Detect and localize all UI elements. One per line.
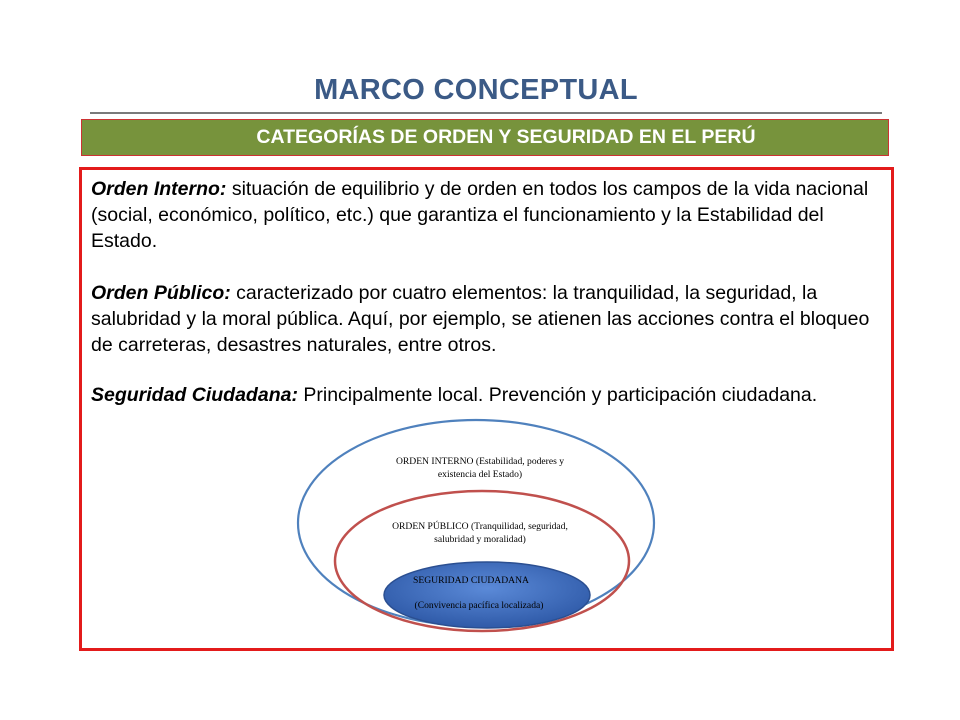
nested-ellipses-diagram [295, 418, 659, 636]
term-orden-interno: Orden Interno: [91, 178, 227, 200]
inner-label-line1: SEGURIDAD CIUDADANA [413, 575, 529, 586]
outer-label-line2: existencia del Estado) [437, 469, 523, 480]
paragraph-orden-interno [91, 176, 886, 254]
definition-seguridad-ciudadana: Principalmente local. Prevención y participación ciudadana. [297, 384, 818, 406]
middle-label-line2: salubridad y moralidad) [434, 534, 526, 545]
slide-title: MARCO CONCEPTUAL [314, 74, 638, 106]
paragraph-orden-publico [91, 280, 886, 358]
section-banner [81, 119, 889, 156]
title-divider [90, 112, 882, 114]
seguridad-ciudadana-ellipse [384, 562, 590, 628]
term-seguridad-ciudadana: Seguridad Ciudadana: [91, 384, 298, 406]
paragraph-seguridad-ciudadana [91, 382, 886, 408]
term-orden-publico: Orden Público: [91, 282, 231, 304]
inner-label-line2: (Convivencia pacífica localizada) [414, 600, 544, 611]
definition-orden-interno: situación de equilibrio y de orden en todos los campos de la vida nacional (social, económico, político, etc.) que garantiza el funcionamiento y la Estabilidad del Estado. [91, 178, 869, 252]
outer-label-line1: ORDEN INTERNO (Estabilidad, poderes y [395, 456, 565, 467]
definition-orden-publico: caracterizado por cuatro elementos: la tranquilidad, la seguridad, la salubridad y la moral pública. Aquí, por ejemplo, se atienen las acciones contra el bloqueo de carreteras, desastres naturales, entre otros. [91, 282, 870, 356]
banner-text: CATEGORÍAS DE ORDEN Y SEGURIDAD EN EL PERÚ [256, 126, 756, 148]
middle-label-line1: ORDEN PÚBLICO (Tranquilidad, seguridad, [392, 521, 568, 532]
